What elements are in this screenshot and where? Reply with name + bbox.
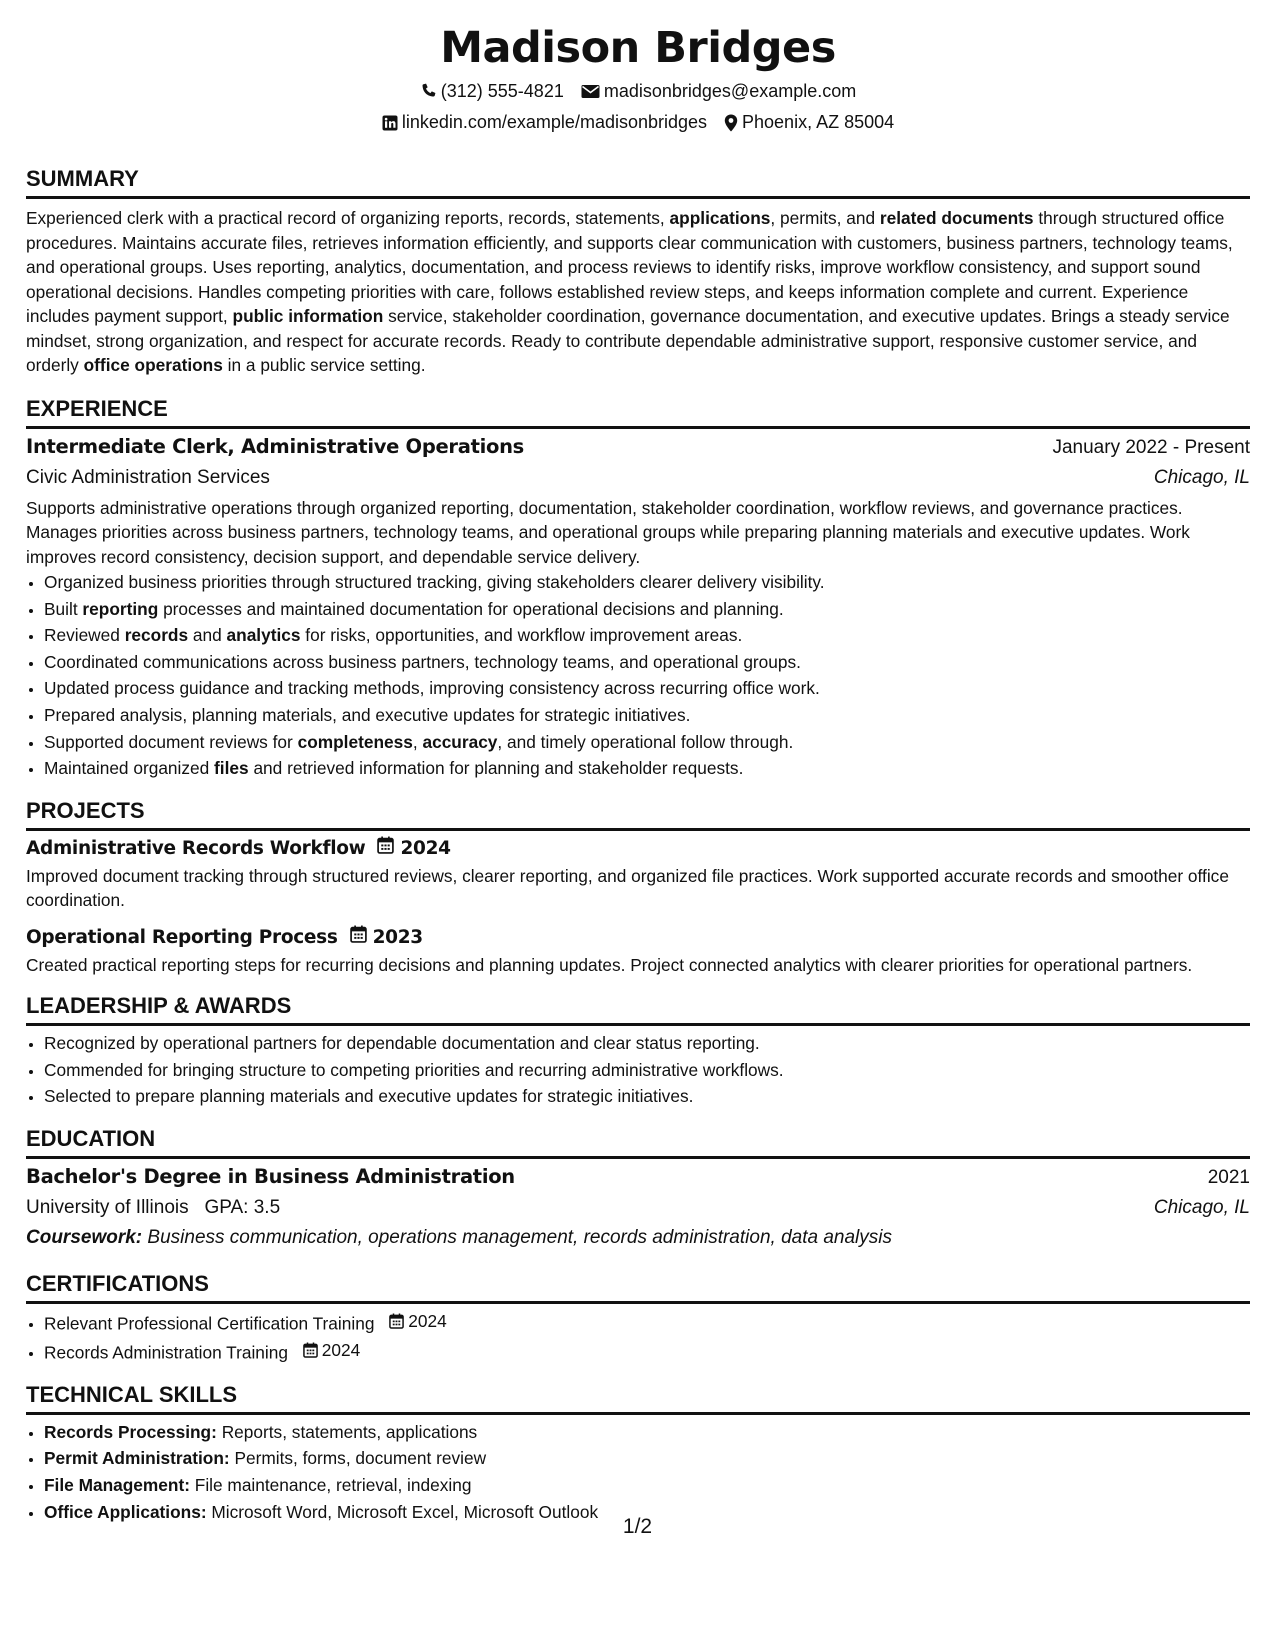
summary-bold: related documents xyxy=(879,208,1034,228)
coursework-list: Business communication, operations management, records administration, data analysis xyxy=(147,1227,892,1249)
job-bullet xyxy=(44,702,1250,729)
certification-date xyxy=(389,1308,446,1335)
calendar-icon xyxy=(377,834,394,864)
school-location: Chicago, IL xyxy=(1153,1197,1250,1219)
location-text: Phoenix, AZ 85004 xyxy=(742,112,895,132)
skill-value: Microsoft Word, Microsoft Excel, Microsoft Outlook xyxy=(211,1501,599,1522)
summary-bold: public information xyxy=(232,306,384,326)
bullet-text: Coordinated communications across business partners, technology teams, and operational groups. xyxy=(44,651,801,672)
experience-section xyxy=(26,394,1250,782)
bullet-bold: reporting xyxy=(82,598,159,619)
project-date xyxy=(350,923,423,953)
summary-section xyxy=(26,164,1250,378)
envelope-icon xyxy=(581,84,600,99)
summary-bold: applications xyxy=(669,208,771,228)
coursework xyxy=(26,1223,1250,1253)
project-header xyxy=(26,834,1250,864)
bullet-bold: completeness xyxy=(297,731,413,752)
email-contact xyxy=(581,76,856,107)
leadership-item: • Selected to prepare planning materials and executive updates for strategic initiatives. xyxy=(44,1083,1250,1110)
project-year: 2024 xyxy=(400,837,451,859)
school-info xyxy=(26,1193,280,1223)
phone-number[interactable]: (312) 555-4821 xyxy=(440,81,564,101)
projects-heading: PROJECTS xyxy=(26,796,1250,831)
summary-part: in a public service setting. xyxy=(222,355,426,375)
gpa: GPA: 3.5 xyxy=(204,1197,281,1219)
project-name: Administrative Records Workflow xyxy=(26,837,366,859)
certifications-list xyxy=(26,1308,1250,1366)
bullet-text: Reviewed xyxy=(44,625,125,646)
calendar-icon xyxy=(303,1342,318,1358)
summary-heading: SUMMARY xyxy=(26,164,1250,199)
linkedin-icon xyxy=(382,115,398,131)
contact-line-1 xyxy=(26,76,1250,107)
certification-item xyxy=(44,1308,1250,1337)
graduation-year: 2021 xyxy=(1207,1167,1250,1189)
skill-label: Records Processing: xyxy=(44,1421,217,1442)
job-bullet xyxy=(44,729,1250,756)
job-subheader xyxy=(26,463,1250,493)
bullet-text: , xyxy=(412,731,423,752)
skill-label: File Management: xyxy=(44,1475,190,1495)
bullet-bold: records xyxy=(124,625,189,646)
project-year: 2023 xyxy=(372,926,423,948)
bullet-text: Built xyxy=(44,598,83,619)
project-date xyxy=(377,834,450,864)
bullet-text: Prepared analysis, planning materials, and executive updates for strategic initiatives. xyxy=(44,704,691,725)
education-header xyxy=(26,1162,1250,1193)
bullet-text: , and timely operational follow through. xyxy=(497,731,794,752)
job-description: Supports administrative operations through organized reporting, documentation, stakeholder coordination, workflow reviews, and governance practices. Manages priorities across business partners, technology teams, and operational groups while preparing planning materials and executive updates. Work improves record consistency, decision support, and dependable service delivery. xyxy=(26,497,1190,567)
leadership-heading: LEADERSHIP & AWARDS xyxy=(26,991,1250,1026)
skill-item xyxy=(44,1472,1250,1499)
bullet-bold: accuracy xyxy=(422,731,498,752)
job-bullet xyxy=(44,596,1250,623)
skill-value: File maintenance, retrieval, indexing xyxy=(194,1475,472,1495)
coursework-label: Coursework: xyxy=(26,1227,143,1249)
job-dates: January 2022 - Present xyxy=(1052,436,1250,458)
job-bullet xyxy=(44,755,1250,782)
job-title: Intermediate Clerk, Administrative Operations xyxy=(26,434,524,458)
calendar-icon xyxy=(350,923,367,953)
projects-section xyxy=(26,796,1250,978)
project-description: Improved document tracking through structured reviews, clearer reporting, and organized file practices. Work supported accurate records and smoother office coordination. xyxy=(26,865,1229,911)
skills-section xyxy=(26,1380,1250,1525)
bullet-text: Updated process guidance and tracking methods, improving consistency across recurring office work. xyxy=(44,678,820,699)
contact-line-2 xyxy=(26,107,1250,138)
job-location: Chicago, IL xyxy=(1153,466,1250,488)
certification-date xyxy=(303,1337,360,1364)
bullet-bold: analytics xyxy=(226,625,301,646)
education-subheader xyxy=(26,1193,1250,1223)
job-header xyxy=(26,432,1250,463)
leadership-list xyxy=(26,1030,1250,1110)
job-bullet xyxy=(44,622,1250,649)
summary-part: Experienced clerk with a practical record of organizing reports, records, statements, xyxy=(26,208,670,228)
resume-page xyxy=(26,20,1250,1525)
experience-heading: EXPERIENCE xyxy=(26,394,1250,429)
certification-item xyxy=(44,1337,1250,1366)
education-heading: EDUCATION xyxy=(26,1124,1250,1159)
certification-year: 2024 xyxy=(408,1311,447,1332)
summary-part: , permits, and xyxy=(770,208,880,228)
phone-icon xyxy=(420,83,437,100)
skills-list xyxy=(26,1419,1250,1525)
skill-value: Permits, forms, document review xyxy=(234,1448,487,1469)
skills-heading: TECHNICAL SKILLS xyxy=(26,1380,1250,1415)
skill-item xyxy=(44,1445,1250,1472)
bullet-text: Organized business priorities through structured tracking, giving stakeholders clearer delivery visibility. xyxy=(44,572,825,592)
summary-text xyxy=(26,206,1250,378)
email-address[interactable]: madisonbridges@example.com xyxy=(603,81,857,101)
job-bullet xyxy=(44,649,1250,676)
skill-value: Reports, statements, applications xyxy=(221,1421,478,1442)
bullet-text: and xyxy=(188,625,227,646)
page-number: 1/2 xyxy=(622,1515,653,1538)
linkedin-url[interactable]: linkedin.com/example/madisonbridges xyxy=(401,112,708,132)
map-pin-icon xyxy=(724,114,738,132)
phone-contact xyxy=(420,76,564,107)
bullet-text: and retrieved information for planning and stakeholder requests. xyxy=(248,758,744,779)
project-name: Operational Reporting Process xyxy=(26,926,338,948)
certifications-section xyxy=(26,1269,1250,1366)
summary-part: service, stakeholder coordination, governance documentation, and executive updates. Brings a steady service mindset, strong organization, and respect for accurate records. Ready to contribute dependable administrative support, responsive customer service, and orderly xyxy=(26,306,1230,375)
linkedin-contact xyxy=(382,107,707,138)
candidate-name: Madison Bridges xyxy=(440,23,836,73)
summary-bold: office operations xyxy=(83,355,223,375)
bullet-bold: files xyxy=(214,758,249,779)
leadership-item: • Commended for bringing structure to competing priorities and recurring administrative workflows. xyxy=(44,1057,1250,1084)
skill-label: Permit Administration: xyxy=(44,1448,230,1469)
bullet-text: for risks, opportunities, and workflow improvement areas. xyxy=(300,625,743,646)
job-bullet-list xyxy=(26,569,1250,782)
school-name: University of Illinois xyxy=(26,1197,189,1219)
project-description: Created practical reporting steps for recurring decisions and planning updates. Project connected analytics with clearer priorities for operational partners. xyxy=(26,954,1193,975)
certification-year: 2024 xyxy=(321,1339,361,1360)
bullet-text: processes and maintained documentation for operational decisions and planning. xyxy=(158,598,784,619)
certification-name: Relevant Professional Certification Training xyxy=(44,1313,375,1334)
skill-item xyxy=(44,1419,1250,1446)
project-header xyxy=(26,923,1250,953)
education-section xyxy=(26,1124,1250,1253)
certification-name: Records Administration Training xyxy=(44,1342,288,1363)
degree-name: Bachelor's Degree in Business Administration xyxy=(26,1165,515,1189)
job-bullet xyxy=(44,675,1250,702)
summary-part: through structured office procedures. Maintains accurate files, retrieves information efficiently, and supports clear communication with customers, business partners, technology teams, and operational groups. Uses reporting, analytics, documentation, and process reviews to identify risks, improve workflow consistency, and support sound operational decisions. Handles competing priorities with care, follows established review steps, and keeps information complete and current. Experience includes payment support, xyxy=(26,208,1233,326)
job-bullet xyxy=(44,569,1250,596)
bullet-text: Maintained organized xyxy=(44,758,215,779)
bullet-text: Supported document reviews for xyxy=(44,731,298,752)
location-contact xyxy=(724,107,894,138)
skill-label: Office Applications: xyxy=(44,1501,207,1522)
leadership-item: • Recognized by operational partners for dependable documentation and clear status reporting. xyxy=(44,1030,1250,1057)
certifications-heading: CERTIFICATIONS xyxy=(26,1269,1250,1304)
leadership-section xyxy=(26,991,1250,1110)
calendar-icon xyxy=(389,1313,404,1329)
job-organization: Civic Administration Services xyxy=(26,466,270,488)
